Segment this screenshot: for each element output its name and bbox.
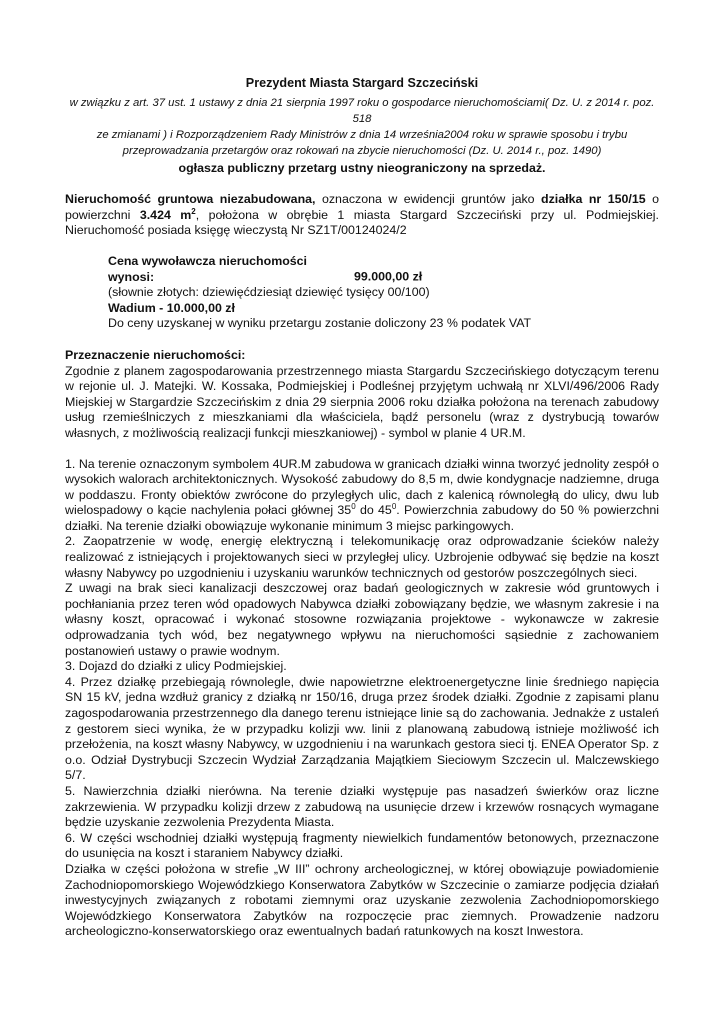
legal-basis xyxy=(65,95,659,159)
condition-text: do 45 xyxy=(355,503,392,518)
starting-price xyxy=(108,254,659,285)
condition-7: Działka w części położona w strefie „W III” ochrony archeologicznej, w której obowiązuje powiadomienie Zachodniopomorskiego Wojewódzkiego Konserwatora Zabytków w Szczecinie o zamiarze podjęcia działań inwestycyjnych związanych z robotami ziemnymi oraz uzyskanie zezwolenia Zachodniopomorskiego Wojewódzkiego Konserwatora Zabytków na rozpoczęcie prac ziemnych. Prowadzenie nadzoru archeologiczno-konserwatorskiego oraz ewentualnych badań ratunkowych na koszt Inwestora. xyxy=(65,861,659,939)
degree-sign: 0 xyxy=(391,502,397,512)
starting-price-value: 99.000,00 zł xyxy=(354,269,423,284)
condition-5: 5. Nawierzchnia działki nierówna. Na terenie działki występuje pas nasadzeń świerków oraz liczne zakrzewienia. W przypadku kolizji drzew z zabudową na usunięcie drzew i krzewów rosnących wymagane będzie uzyskanie zezwolenia Prezydenta Miasta. xyxy=(65,783,659,830)
legal-basis-line: przeprowadzania przetargów oraz rokowań na zbycie nieruchomości (Dz. U. 2014 r., poz. 1490) xyxy=(122,144,602,157)
parcel-area xyxy=(140,208,196,222)
property-description xyxy=(65,192,659,239)
condition-text: 1. Na terenie oznaczonym symbolem 4UR.M zabudowa w granicach działki winna tworzyć jednolity zespół o wysokich walorach architektonicznych. Wysokość zabudowy do 8,5 m, dwie kondygnacje nadziemne, druga w poddaszu. Fronty obiektów zwrócone do przyległych ulic, dach z kalenicą równoległą do ulicy, dwu lub wielospadowy o kącie nachylenia połaci głównej 35 xyxy=(65,456,659,518)
area-unit-exponent: 2 xyxy=(191,206,196,216)
condition-text: . Powierzchnia zabudowy do 50 % powierzchni działki. Na terenie działki obowiązuje wykonanie minimum 3 miejsc parkingowych. xyxy=(65,503,660,533)
vat-note: Do ceny uzyskanej w wyniku przetargu zostanie doliczony 23 % podatek VAT xyxy=(108,316,532,331)
price-block xyxy=(108,254,659,332)
legal-basis-line: ze zmianami ) i Rozporządzeniem Rady Ministrów z dnia 14 września2004 roku w sprawie sposobu i trybu xyxy=(96,128,628,141)
purpose-heading: Przeznaczenie nieruchomości: xyxy=(65,347,246,362)
property-type: Nieruchomość gruntowa niezabudowana, xyxy=(65,192,316,207)
property-text: , położona w obrębie 1 miasta Stargard Szczeciński przy ul. Podmiejskiej. Nieruchomość posiada księgę wieczystą Nr SZ1T/00124024/2 xyxy=(65,207,659,238)
starting-price-label: Cena wywoławcza nieruchomości wynosi: xyxy=(108,253,308,284)
document-page xyxy=(65,76,659,940)
condition-3: 3. Dojazd do działki z ulicy Podmiejskiej. xyxy=(65,659,287,674)
condition-4: 4. Przez działkę przebiegają równolegle, dwie napowietrzne elektroenergetyczne linie średniego napięcia SN 15 kV, jedna wzdłuż granicy z działką nr 150/16, druga przez środek działki. Zgodnie z zapisami planu zagospodarowania przestrzennego dla danego terenu istniejące linie są do zachowania. Jednakże z ustaleń z gestorem sieci wynika, że w przypadku kolizji ww. linii z planowaną zabudową istnieje możliwość ich przełożenia, na koszt własny Nabywcy, w uzgodnieniu i na warunkach gestora sieci tj. ENEA Operator Sp. z o.o. Odział Dystrybucji Szczecin Wydział Zarządzania Majątkiem Sieciowym Szczecin ul. Malczewskiego 5/7. xyxy=(65,674,659,783)
document-title: Prezydent Miasta Stargard Szczeciński xyxy=(245,76,479,90)
parcel-number: działka nr 150/15 xyxy=(541,192,646,207)
condition-6: 6. W części wschodniej działki występują fragmenty niewielkich fundamentów betonowych, przeznaczone do usunięcia na koszt i staraniem Nabywcy działki. xyxy=(65,830,659,861)
parcel-area-value: 3.424 m xyxy=(139,207,192,222)
condition-2-extra: Z uwagi na brak sieci kanalizacji deszczowej oraz badań geologicznych w zakresie wód gruntowych i pochłaniania przez teren wód opadowych Nabywca działki zobowiązany będzie, we własnym zakresie i na własny koszt, opracować i wykonać stosowne rozwiązania projektowe - wykonawcze w zakresie odprowadzania tych wód, bez negatywnego wpływu na nieruchomości sąsiednie z zachowaniem postanowień ustawy o prawie wodnym. xyxy=(65,581,659,658)
purpose-text: Zgodnie z planem zagospodarowania przestrzennego miasta Stargardu Szczecińskiego dotyczącym terenu w rejonie ul. J. Matejki. W. Kossaka, Podmiejskiej i Podleśnej przyjętym uchwałą nr XLVI/496/2006 Rady Miejskiej w Stargardzie Szczecińskim z dnia 29 sierpnia 2006 roku działka położona na terenach zabudowy usług rzemieślniczych z mieszkaniami dla właściciela, bądź personelu (wraz z dystrybucją towarów własnych, z możliwością realizacji funkcji mieszkaniowej) - symbol w planie 4 UR.M. xyxy=(65,363,659,440)
degree-sign: 0 xyxy=(351,502,356,512)
condition-2: 2. Zaopatrzenie w wodę, energię elektryczną i telekomunikację oraz odprowadzanie ścieków należy realizować z istniejących i projektowanych sieci w przyległej ulicy. Uzbrojenie odbywać się będzie na koszt własny Nabywcy po uzgodnieniu i uzyskaniu warunków technicznych od gestorów poszczególnych sieci. xyxy=(65,534,659,580)
legal-basis-line: w związku z art. 37 ust. 1 ustawy z dnia 21 sierpnia 1997 roku o gospodarce nieruchomościami( Dz. U. z 2014 r. poz. 518 xyxy=(69,96,655,125)
property-text: oznaczona w ewidencji gruntów jako xyxy=(315,192,542,207)
deposit: Wadium - 10.000,00 zł xyxy=(108,300,235,315)
condition-1 xyxy=(65,457,659,535)
announcement: ogłasza publiczny przetarg ustny nieograniczony na sprzedaż. xyxy=(178,160,546,175)
property-text: o powierzchni xyxy=(65,192,659,222)
price-in-words: (słownie złotych: dziewięćdziesiąt dziewięć tysięcy 00/100) xyxy=(108,285,430,300)
